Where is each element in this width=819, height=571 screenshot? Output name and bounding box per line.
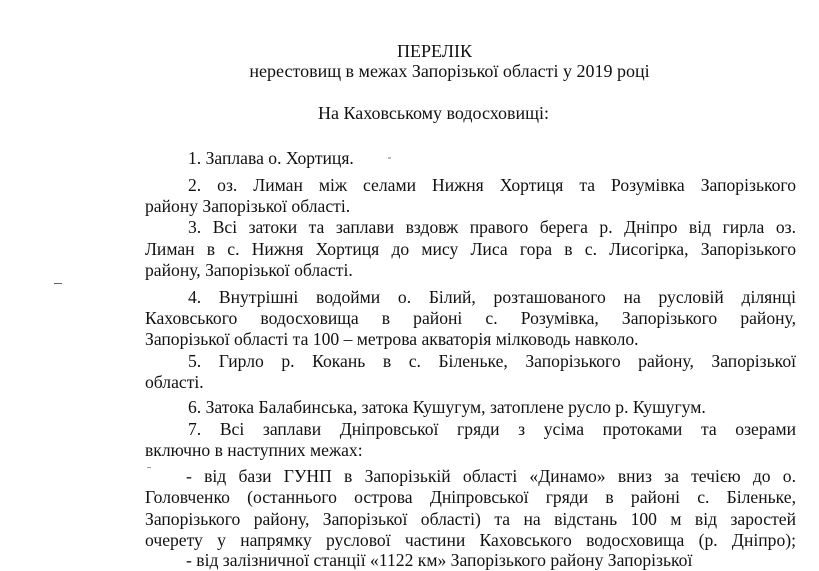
list-item-4-line-3: Запорізької області та 100 – метрова акваторія мілководь навколо. (145, 329, 639, 349)
margin-mark (54, 283, 62, 284)
list-item-4-line-1: 4. Внутрішні водойми о. Білий, розташованого на русловій ділянці (188, 287, 796, 307)
list-item-6: 6. Затока Балабинська, затока Кушугум, затоплене русло р. Кушугум. (188, 397, 706, 417)
list-item-4-line-2: Каховського водосховища в районі с. Розумівка, Запорізького району, (145, 308, 796, 328)
section-heading: На Каховському водосховищі: (317, 103, 550, 123)
list-item-3-line-1: 3. Всі затоки та заплави вздовж правого берега р. Дніпро від гирла оз. (188, 217, 796, 237)
document-subtitle: нерестовищ в межах Запорізької області у 2019 році (249, 61, 650, 81)
sub-item-1-line-3: Запорізького району, Запорізької області) та на відстань 100 м від заростей (145, 509, 796, 529)
list-item-3-line-2: Лиман в с. Нижня Хортиця до мису Лиса гора в с. Лисогірка, Запорізького (145, 239, 796, 259)
list-item-3-line-3: району, Запорізької області. (145, 260, 353, 280)
list-item-2-line-2: району Запорізької області. (145, 196, 351, 216)
list-item-7-line-1: 7. Всі заплави Дніпровської гряди з усіма протоками та озерами (188, 419, 796, 439)
list-item-5-line-1: 5. Гирло р. Кокань в с. Біленьке, Запорізького району, Запорізької (188, 351, 796, 371)
sub-item-1-line-1: - від бази ГУНП в Запорізькій області «Динамо» вниз за течією до о. (186, 466, 796, 486)
scan-artifact (147, 467, 151, 468)
sub-item-1-line-4: очерету у напрямку руслової частини Каховського водосховища (р. Дніпро); (145, 530, 796, 550)
sub-item-2-line-1: - від залізничної станції «1122 км» Запорізького району Запорізької (186, 550, 693, 570)
list-item-7-line-2: включно в наступних межах: (145, 440, 363, 460)
document-title: ПЕРЕЛІК (397, 41, 472, 61)
sub-item-1-line-2: Головченко (останнього острова Дніпровської гряди в районі с. Біленьке, (145, 487, 796, 507)
list-item-5-line-2: області. (145, 372, 204, 392)
scan-speck (388, 157, 391, 159)
list-item-1: 1. Заплава о. Хортиця. (188, 148, 354, 168)
list-item-2-line-1: 2. оз. Лиман між селами Нижня Хортиця та Розумівка Запорізького (188, 175, 796, 195)
